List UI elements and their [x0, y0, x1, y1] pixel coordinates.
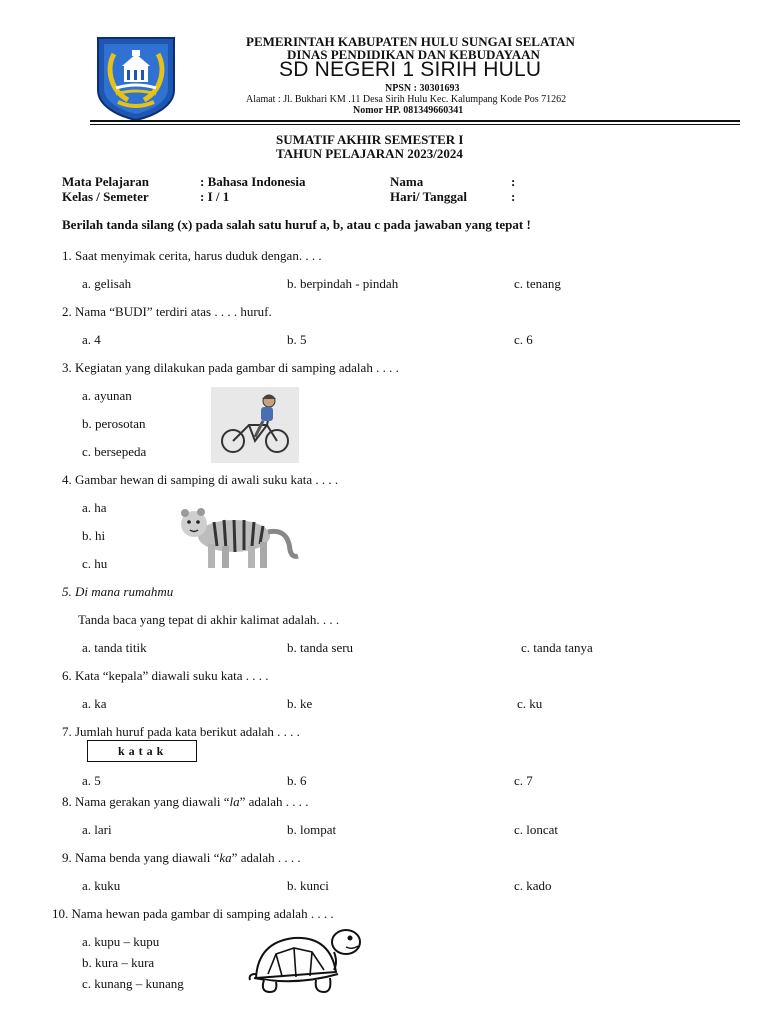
option-c[interactable]: c. bersepeda	[82, 444, 147, 459]
child-riding-bicycle-icon	[211, 387, 299, 463]
option-c[interactable]: c. loncat	[514, 822, 559, 837]
question-text-pre: 9. Nama benda yang diawali “	[62, 850, 220, 865]
question-text: 10. Nama hewan pada gambar di samping adalah . . . .	[52, 906, 334, 921]
option-b[interactable]: b. hi	[82, 528, 106, 543]
option-a[interactable]: a. kupu – kupu	[82, 934, 160, 949]
question-text: 6. Kata “kepala” diawali suku kata . . . .	[62, 668, 269, 683]
option-a[interactable]: a. ayunan	[82, 388, 132, 403]
option-b[interactable]: b. kura – kura	[82, 955, 155, 970]
word-box-text: k a t a k	[118, 744, 164, 758]
option-c[interactable]: c. ku	[517, 696, 543, 711]
option-c[interactable]: c. tenang	[514, 276, 561, 291]
option-a[interactable]: a. 4	[82, 332, 101, 347]
option-a[interactable]: a. lari	[82, 822, 112, 837]
option-c[interactable]: c. 7	[514, 773, 533, 788]
turtle-icon	[248, 922, 366, 998]
tiger-icon	[172, 500, 300, 572]
question-text: 3. Kegiatan yang dilakukan pada gambar di samping adalah . . . .	[62, 360, 399, 375]
option-b[interactable]: b. berpindah - pindah	[287, 276, 399, 291]
subject-label: Mata Pelajaran	[62, 174, 150, 189]
npsn: NPSN : 30301693	[385, 83, 460, 94]
question-syllable: ka	[219, 850, 232, 865]
exam-year: TAHUN PELAJARAN 2023/2024	[276, 146, 463, 161]
class-value: : I / 1	[200, 189, 230, 204]
option-c[interactable]: c. kunang – kunang	[82, 976, 184, 991]
question-syllable: la	[229, 794, 240, 809]
instruction: Berilah tanda silang (x) pada salah satu huruf a, b, atau c pada jawaban yang tepat !	[62, 217, 531, 232]
name-field[interactable]: :	[511, 174, 516, 189]
option-c[interactable]: c. hu	[82, 556, 108, 571]
school-name: SD NEGERI 1 SIRIH HULU	[279, 58, 542, 81]
option-a[interactable]: a. ha	[82, 500, 107, 515]
option-b[interactable]: b. kunci	[287, 878, 329, 893]
letterhead-line2: DINAS PENDIDIKAN DAN KEBUDAYAAN	[287, 47, 540, 62]
option-b[interactable]: b. lompat	[287, 822, 337, 837]
question-text-post: ” adalah . . . .	[239, 794, 309, 809]
question-text: 2. Nama “BUDI” terdiri atas . . . . huruf.	[62, 304, 272, 319]
date-label: Hari/ Tanggal	[390, 189, 467, 204]
name-label: Nama	[390, 174, 424, 189]
option-c[interactable]: c. kado	[514, 878, 552, 893]
option-b[interactable]: b. 6	[287, 773, 307, 788]
question-text	[62, 794, 309, 810]
option-b[interactable]: b. 5	[287, 332, 307, 347]
header-divider-thin	[90, 124, 740, 125]
phone: Nomor HP. 081349660341	[353, 105, 464, 116]
subject-value: : Bahasa Indonesia	[200, 174, 306, 189]
question-text: 1. Saat menyimak cerita, harus duduk dengan. . . .	[62, 248, 322, 263]
option-a[interactable]: a. 5	[82, 773, 101, 788]
option-a[interactable]: a. gelisah	[82, 276, 132, 291]
address: Alamat : Jl. Bukhari KM .11 Desa Sirih Hulu Kec. Kalumpang Kode Pos 71262	[246, 94, 567, 105]
question-text-post: ” adalah . . . .	[231, 850, 301, 865]
question-subtext: Tanda baca yang tepat di akhir kalimat adalah. . . .	[78, 612, 340, 627]
option-b[interactable]: b. perosotan	[82, 416, 146, 431]
question-text: 4. Gambar hewan di samping di awali suku kata . . . .	[62, 472, 339, 487]
letterhead-line1: PEMERINTAH KABUPATEN HULU SUNGAI SELATAN	[246, 34, 575, 49]
question-text: 5. Di mana rumahmu	[62, 584, 174, 599]
option-b[interactable]: b. ke	[287, 696, 313, 711]
option-a[interactable]: a. ka	[82, 696, 107, 711]
question-text: 7. Jumlah huruf pada kata berikut adalah . . . .	[62, 724, 300, 739]
exam-title: SUMATIF AKHIR SEMESTER I	[276, 132, 464, 147]
option-a[interactable]: a. kuku	[82, 878, 121, 893]
word-box	[87, 740, 197, 762]
regency-emblem-icon	[94, 36, 178, 122]
option-b[interactable]: b. tanda seru	[287, 640, 354, 655]
class-label: Kelas / Semeter	[62, 189, 149, 204]
header-divider-thick	[90, 120, 740, 122]
question-text-pre: 8. Nama gerakan yang diawali “	[62, 794, 230, 809]
question-text	[62, 850, 301, 866]
option-c[interactable]: c. 6	[514, 332, 533, 347]
option-c[interactable]: c. tanda tanya	[521, 640, 593, 655]
option-a[interactable]: a. tanda titik	[82, 640, 147, 655]
date-field[interactable]: :	[511, 189, 516, 204]
